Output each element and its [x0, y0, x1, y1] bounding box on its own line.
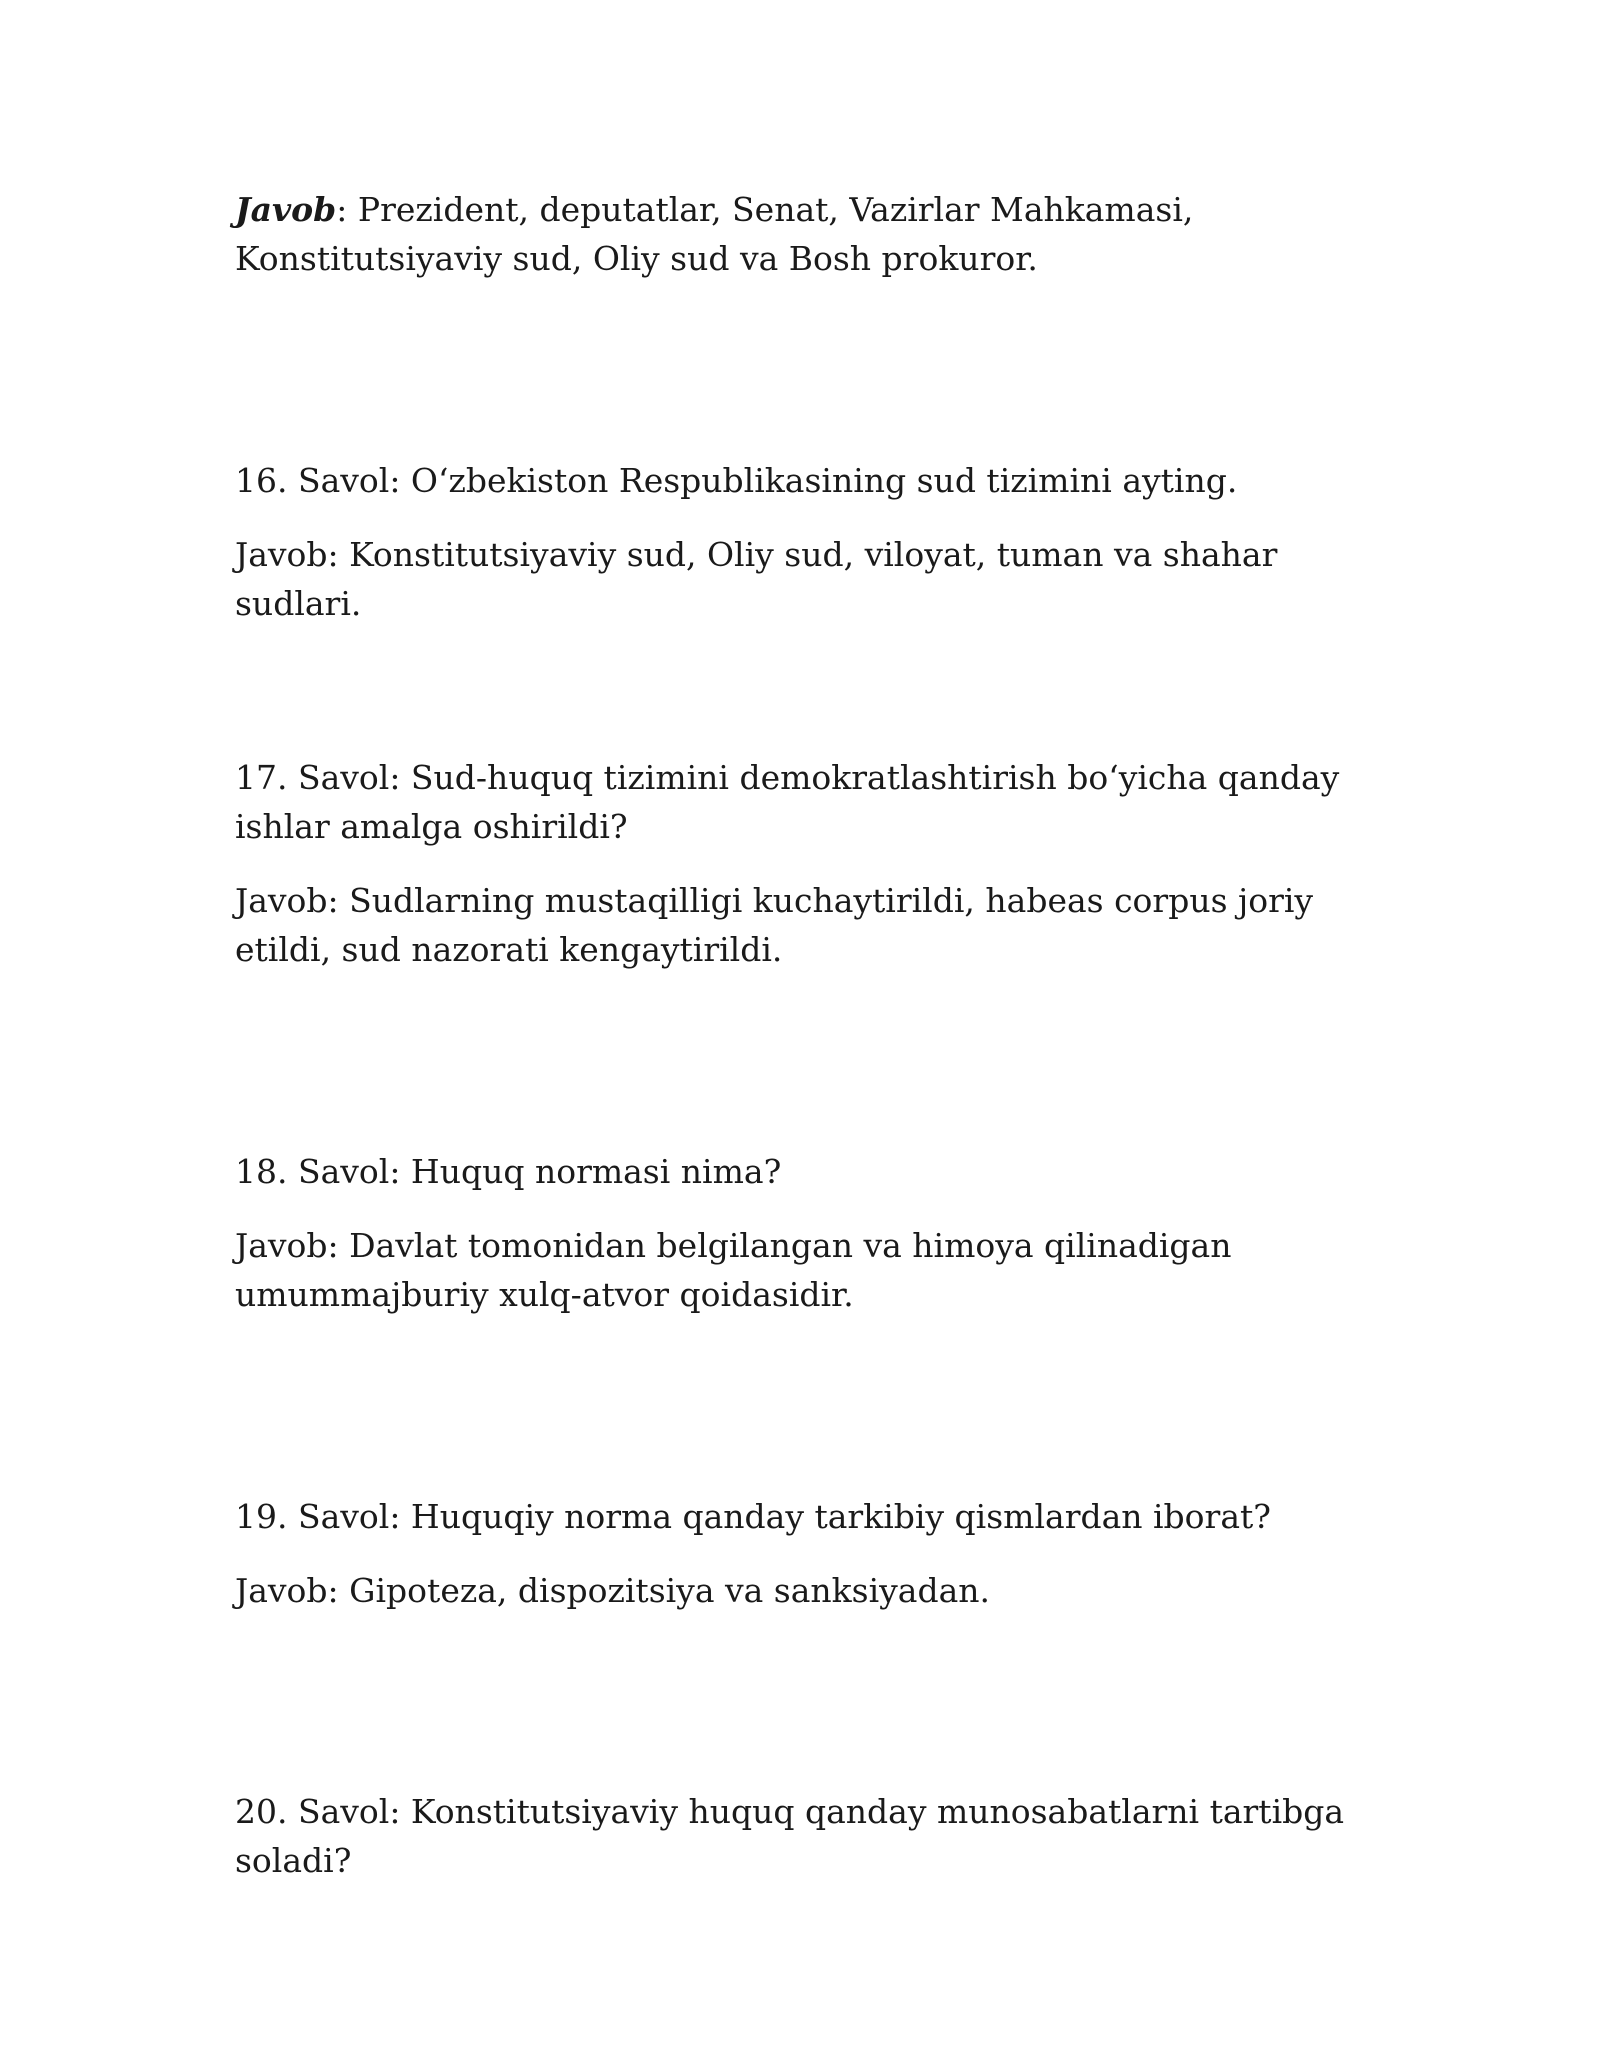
answer-17: Javob: Sudlarning mustaqilligi kuchaytirildi, habeas corpus joriy etildi, sud nazorati kengaytirildi.	[235, 881, 1314, 969]
answer-18: Javob: Davlat tomonidan belgilangan va himoya qilinadigan umummajburiy xulq-atvor qoidasidir.	[235, 1226, 1232, 1314]
answer-19: Javob: Gipoteza, dispozitsiya va sanksiyadan.	[235, 1571, 991, 1610]
answer-text: : Prezident, deputatlar, Senat, Vazirlar Mahkamasi, Konstitutsiyaviy sud, Oliy sud va Bosh prokuror.	[235, 190, 1194, 278]
question-20: 20. Savol: Konstitutsiyaviy huquq qanday munosabatlarni tartibga soladi?	[235, 1792, 1345, 1880]
question-18: 18. Savol: Huquq normasi nima?	[235, 1152, 782, 1191]
answer-16: Javob: Konstitutsiyaviy sud, Oliy sud, viloyat, tuman va shahar sudlari.	[235, 535, 1278, 623]
answer-label: Javob	[235, 190, 337, 229]
question-17: 17. Savol: Sud-huquq tizimini demokratlashtirish bo‘yicha qanday ishlar amalga oshirildi?	[235, 758, 1340, 846]
intro-answer	[235, 185, 1365, 283]
question-16: 16. Savol: O‘zbekiston Respublikasining sud tizimini ayting.	[235, 461, 1238, 500]
question-19: 19. Savol: Huquqiy norma qanday tarkibiy qismlardan iborat?	[235, 1497, 1271, 1536]
